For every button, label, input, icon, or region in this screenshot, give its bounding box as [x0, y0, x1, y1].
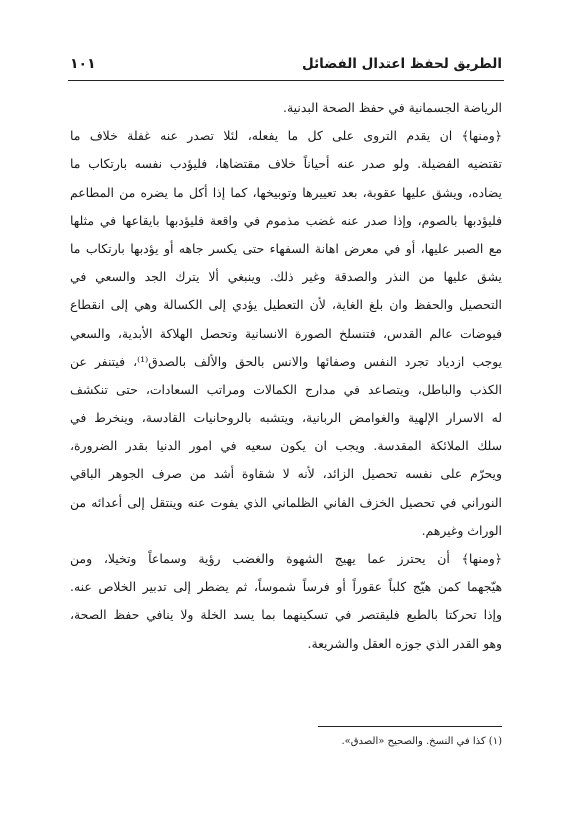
text-line: ويحرّم على نفسه تحصيل الزائد، لأنه لا شقاوة أشد من صرف الجوهر الباقي: [70, 466, 502, 482]
text-line: فليؤدبها بالصوم، وإذا صدر عنه غضب مذموم في واقعة فليؤدبها بايقاعها في مثلها: [70, 212, 502, 228]
text-line: الكذب والباطل، ويتصاعد في مدارج الكمالات ومراتب السعادات، حتى تنكشف: [70, 381, 502, 397]
text-line: يضاده، ويشق عليها عقوبة، بعد تعييرها وتوبيخها، كما إذا أكل ما يضره من المطاعم: [70, 184, 502, 200]
text-line: النوراني في تحصيل الخزف الفاني الظلماني الذي يفوت عنه وينتقل إلى أعدائه من: [70, 494, 502, 510]
header-rule: [68, 80, 504, 81]
text-line: مع الصبر عليها، أو في معرض اهانة السفهاء حتى يكسر جاهه أو يؤدبها بارتكاب ما: [70, 240, 502, 256]
text-line: سلك الملائكة المقدسة. ويجب ان يكون سعيه في امور الدنيا بقدر الضرورة،: [70, 438, 502, 454]
text-line: يشق عليها من النذر والصدقة وغير ذلك. وينبغي ألا يترك الجد والسعي في: [70, 269, 502, 285]
text-line: الوراث وغيرهم.: [421, 522, 502, 538]
text-line: ﴿ومنها﴾ أن يحترز عما يهيج الشهوة والغضب رؤية وسماعاً وتخيلا، ومن: [70, 551, 502, 566]
text-line: التحصيل والحفظ وان بلغ الغاية، لأن التعطيل يؤدي إلى الكسالة وهي إلى انقطاع: [70, 297, 502, 313]
text-line: هيّجهما كمن هيّج كلباً عقوراً أو فرساً شموساً، ثم يضطر إلى تدبير الخلاص عنه.: [70, 579, 502, 595]
body-text: [70, 94, 502, 658]
footnote: (١) كذا في النسخ. والصحيح «الصدق».: [341, 736, 502, 747]
text-line: وإذا تحركتا بالطبع فليقتصر في تسكينهما بما يسد الخلة ولا ينافي حفظ الصحة،: [70, 607, 502, 623]
footnote-rule: [318, 726, 502, 727]
text-line: يوجب ازدياد تجرد النفس وصفائها والانس بالحق والألف بالصدق⁽¹⁾، فيتنفر عن: [70, 353, 502, 369]
running-header: [70, 56, 502, 80]
text-line: ﴿ومنها﴾ ان يقدم التروى على كل ما يفعله، لئلا تصدر عنه غفلة خلاف ما: [70, 128, 502, 144]
page-number: ١٠١: [70, 56, 96, 72]
text-line: تقتضيه الفضيلة. ولو صدر عنه أحياناً خلاف مقتضاها، فليؤدب نفسه بارتكاب ما: [70, 156, 502, 172]
running-title: الطريق لحفظ اعتدال الفضائل: [302, 56, 502, 72]
text-line: له الاسرار الإلهية والغوامض الربانية، ويتشبه بالروحانيات القادسة، وينخرط في: [70, 410, 502, 426]
text-line: فيوضات عالم القدس، فتنسلخ الصورة الانسانية وتحصل الهلاكة الأبدية، والسعي: [70, 325, 502, 341]
text-line: وهو القدر الذي جوزه العقل والشريعة.: [307, 635, 502, 651]
text-line: الرياضة الجسمانية في حفظ الصحة البدنية.: [283, 100, 502, 115]
